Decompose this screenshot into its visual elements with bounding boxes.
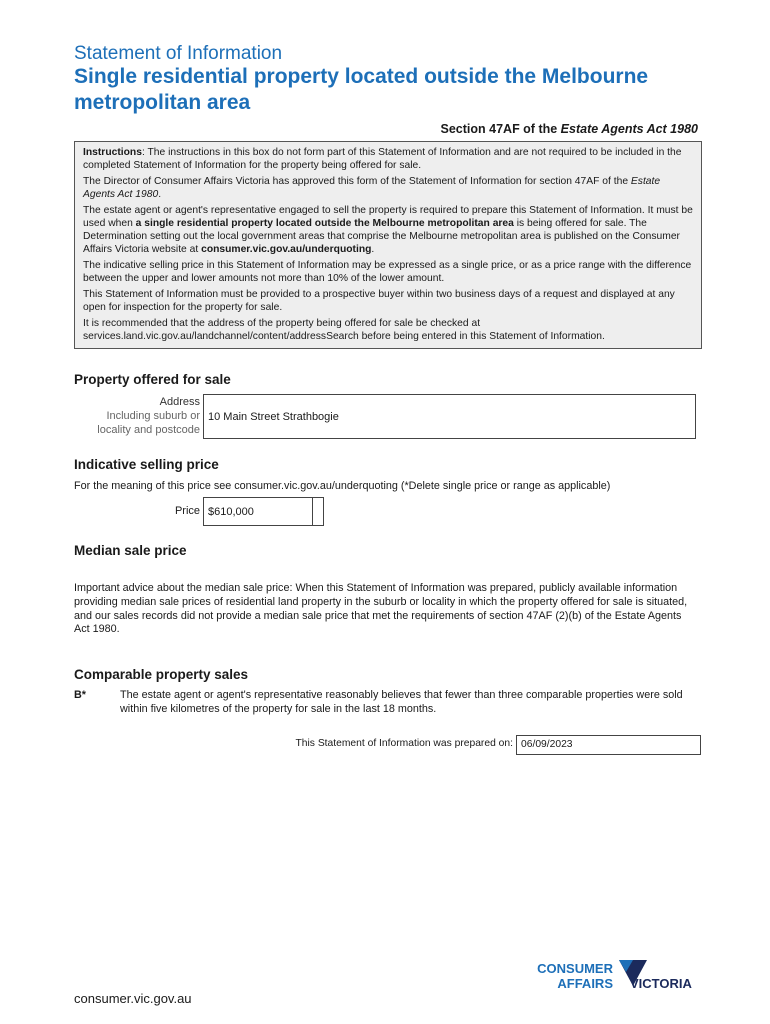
form-subtitle: Statement of Information <box>74 43 283 64</box>
instructions-p3-text: The estate agent or agent's representative engaged to sell the property is required to prepare this Statement of Information. It must be used when <box>83 204 693 230</box>
prepared-label: This Statement of Information was prepared on: <box>295 738 513 749</box>
prepared-date-field[interactable]: 06/09/2023 <box>516 735 701 755</box>
price-field[interactable]: $610,000 <box>203 497 313 526</box>
section-ref-act: Estate Agents Act 1980 <box>560 122 698 136</box>
underquoting-link[interactable]: consumer.vic.gov.au/underquoting <box>201 244 372 256</box>
property-heading: Property offered for sale <box>74 372 231 387</box>
instructions-label: Instructions <box>83 147 142 158</box>
comparable-text: The estate agent or agent's representative reasonably believes that fewer than three comparable properties were sold within five kilometres of the property for sale in the last 18 months. <box>120 689 683 715</box>
address-label-line3: locality and postcode <box>97 424 200 436</box>
section-ref-prefix: Section 47AF of the <box>440 122 561 136</box>
logo-line1: CONSUMER <box>537 961 613 976</box>
address-label <box>74 395 200 437</box>
median-heading: Median sale price <box>74 543 187 558</box>
consumer-affairs-victoria-logo <box>527 958 707 1006</box>
instructions-p1 <box>83 146 693 172</box>
footer-url[interactable]: consumer.vic.gov.au <box>74 991 192 1006</box>
price-heading: Indicative selling price <box>74 457 219 472</box>
page-title: Single residential property located outside the Melbourne metropolitan area <box>74 65 649 114</box>
instructions-p6: It is recommended that the address of the property being offered for sale be checked at services.land.vic.gov.au/landchannel/content/addressSearch before being entered in this Statement of Information. <box>83 317 605 343</box>
instructions-p1-text: : The instructions in this box do not form part of this Statement of Information and are not required to be included in the completed Statement of Information for the property being offered for sale. <box>83 147 682 172</box>
instructions-p4: The indicative selling price in this Statement of Information may be expressed as a single price, or as a price range with the difference between the upper and lower amounts not more than 10% of the lower amount. <box>83 260 692 285</box>
instructions-p2 <box>83 175 693 201</box>
logo-line2: AFFAIRS <box>557 976 613 991</box>
address-label-line1: Address <box>159 396 200 408</box>
instructions-p3-bold: a single residential property located outside the Melbourne metropolitan area <box>135 218 514 230</box>
instructions-p2-act: Estate Agents Act 1980 <box>83 175 661 201</box>
instructions-p3 <box>83 204 693 257</box>
address-field[interactable]: 10 Main Street Strathbogie <box>203 394 696 439</box>
address-label-line2: Including suburb or <box>106 410 200 422</box>
instructions-p3-end: . <box>371 244 375 256</box>
median-advice: Important advice about the median sale price: When this Statement of Information was prepared, publicly available information providing median sale prices of residential land property in the suburb or locality in which the property offered for sale is situated, and our sales records did not provide a median sale price that met the requirements of section 47AF (2)(b) of the Estate Agents Act 1980. <box>74 582 688 636</box>
instructions-p2-text: The Director of Consumer Affairs Victoria has approved this form of the Statement of Information for section 47AF of the <box>83 175 631 187</box>
instructions-p5: This Statement of Information must be provided to a prospective buyer within two business days of a request and displayed at any open for inspection for the property for sale. <box>83 289 675 314</box>
comparable-marker: B* <box>74 689 86 701</box>
instructions-p2-end: . <box>158 189 162 201</box>
section-reference <box>441 122 698 136</box>
price-label: Price <box>174 505 200 517</box>
instructions-p3-mid: is being offered for sale. The Determination setting out the local government areas that comprise the Melbourne metropolitan area is published on the Consumer Affairs Victoria website at <box>83 218 680 256</box>
price-note: For the meaning of this price see consumer.vic.gov.au/underquoting (*Delete single price or range as applicable) <box>74 480 611 492</box>
comparable-heading: Comparable property sales <box>74 667 249 682</box>
logo-line3: VICTORIA <box>630 976 692 991</box>
instructions-box <box>74 141 702 349</box>
price-field-extra[interactable] <box>313 497 324 526</box>
